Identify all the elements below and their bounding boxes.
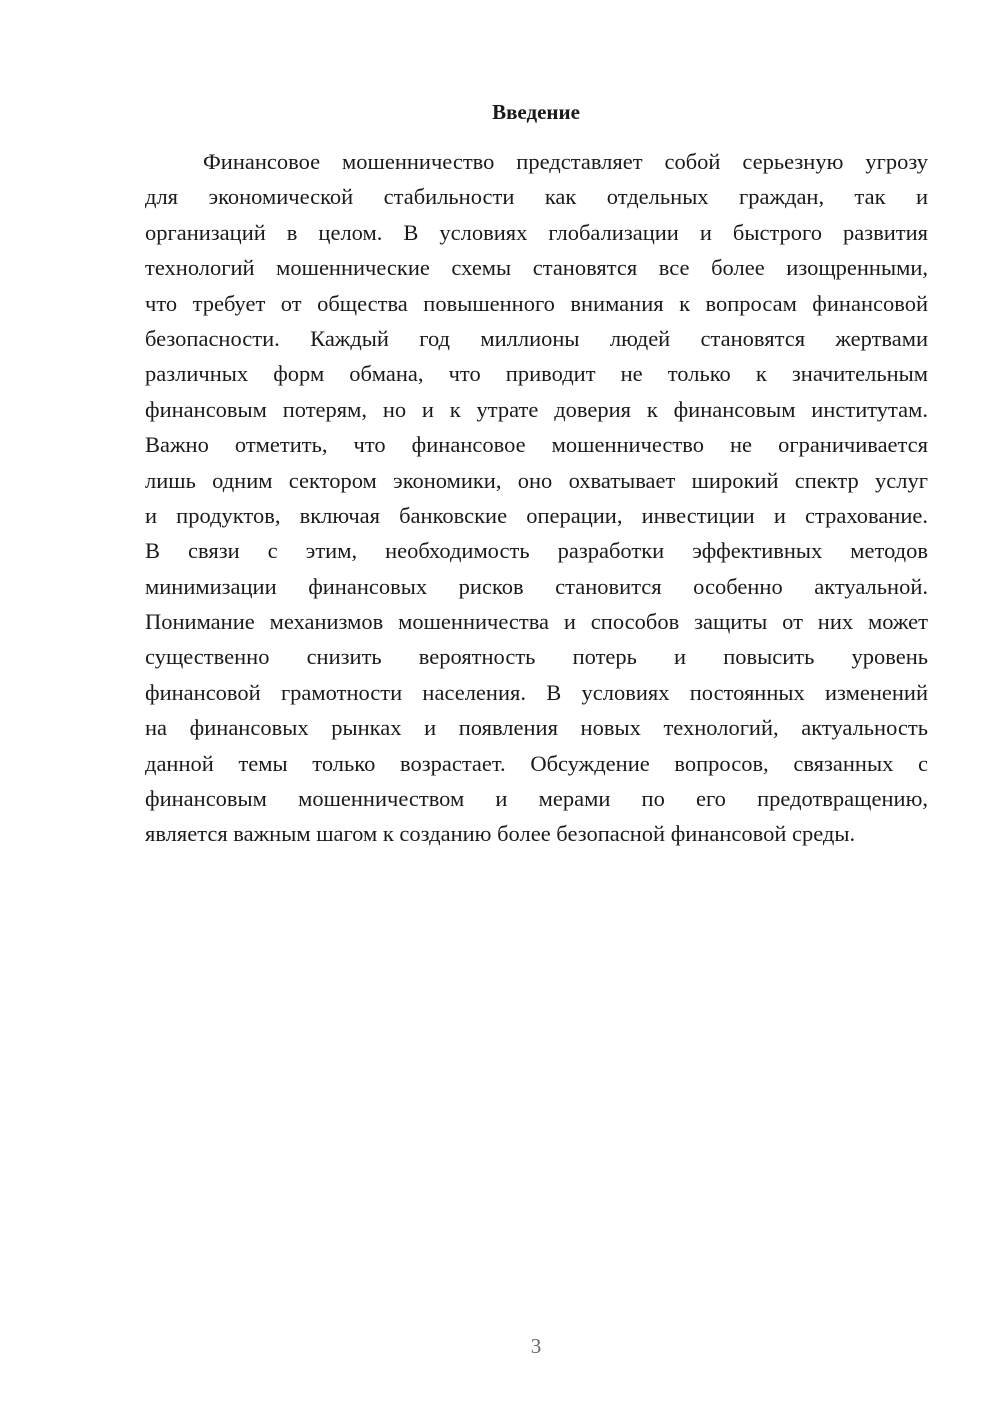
page-number: 3 [530, 1334, 542, 1358]
paragraph-line: и продуктов, включая банковские операции, инвестиции и страхование. [145, 502, 928, 528]
paragraph-line: различных форм обмана, что приводит не только к значительным [145, 361, 928, 387]
paragraph-line: Важно отметить, что финансовое мошенничество не ограничивается [145, 432, 928, 458]
paragraph-line: для экономической стабильности как отдельных граждан, так и [145, 184, 928, 210]
paragraph-line: финансовым потерям, но и к утрате доверия к финансовым институтам. [145, 396, 928, 422]
paragraph-line: финансовым мошенничеством и мерами по его предотвращению, [145, 786, 928, 812]
paragraph-line: существенно снизить вероятность потерь и повысить уровень [145, 644, 928, 670]
paragraph-line: Финансовое мошенничество представляет собой серьезную угрозу [203, 149, 928, 174]
paragraph-line: технологий мошеннические схемы становятся все более изощренными, [145, 255, 928, 281]
introduction-paragraph [145, 144, 928, 852]
paragraph-line: безопасности. Каждый год миллионы людей становятся жертвами [145, 325, 928, 351]
paragraph-line: является важным шагом к созданию более безопасной финансовой среды. [145, 821, 856, 847]
paragraph-line: данной темы только возрастает. Обсуждение вопросов, связанных с [145, 750, 928, 776]
paragraph-line: Понимание механизмов мошенничества и способов защиты от них может [145, 609, 928, 635]
paragraph-line: лишь одним сектором экономики, оно охватывает широкий спектр услуг [145, 467, 928, 493]
paragraph-line: на финансовых рынках и появления новых технологий, актуальность [145, 715, 928, 741]
paragraph-line: что требует от общества повышенного внимания к вопросам финансовой [145, 290, 928, 316]
paragraph-line: минимизации финансовых рисков становится особенно актуальной. [145, 573, 928, 599]
paragraph-line: В связи с этим, необходимость разработки эффективных методов [145, 538, 928, 564]
section-heading: Введение [492, 100, 580, 124]
paragraph-line: финансовой грамотности населения. В условиях постоянных изменений [145, 679, 928, 705]
paragraph-line: организаций в целом. В условиях глобализации и быстрого развития [145, 219, 928, 245]
